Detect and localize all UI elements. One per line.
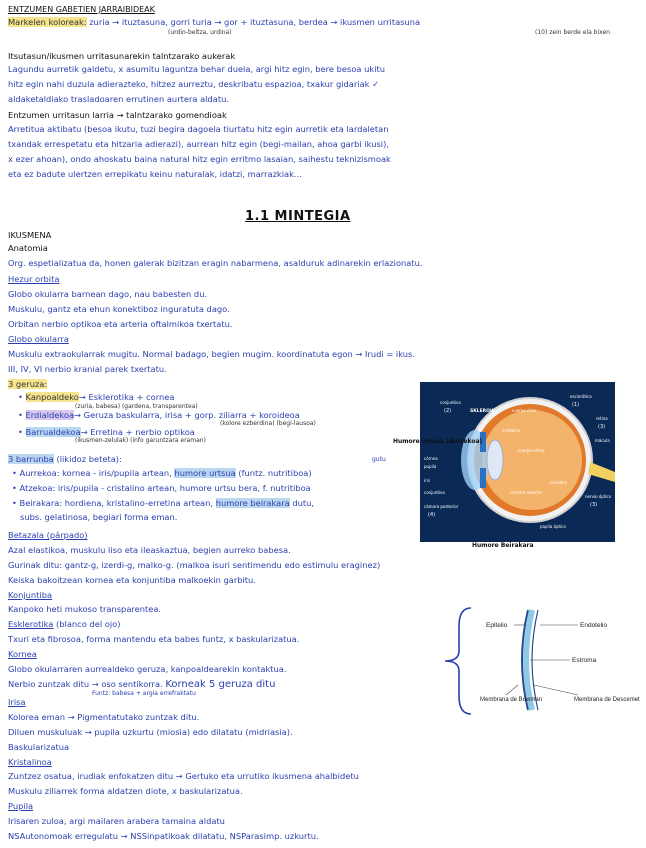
label-epitelio: Epitelio xyxy=(486,622,508,629)
handwritten-label-humore-beirakara: Humore Beirakara xyxy=(472,542,534,549)
label-n4: (4) xyxy=(428,512,436,518)
text-line: Muskulu ziliarrek forma aldatzen diote, x baskularizatua. xyxy=(8,786,243,796)
text-line: Org. espetializatua da, honen galerak bizitzan eragin nabarmena, asalduruk adinarekin erlazionatu. xyxy=(8,258,423,268)
text-line: Zuntzez osatua, irudiak enfokatzen ditu → Gertuko eta urrutiko ikusmena ahalbidetu xyxy=(8,771,359,781)
layer-outer: • Kanpoaldeko→ Esklerotika + cornea xyxy=(18,392,175,402)
subheading: Kristalinoa xyxy=(8,757,52,767)
intro-line: Arretitua aktibatu (besoa ikutu, tuzi begira dagoela tiurtatu hitz egin aurretik eta lardaletan xyxy=(8,124,389,134)
colors-label: Markelen koloreak: xyxy=(8,17,87,27)
text-line: Gurinak ditu: gantz-g, izerdi-g, malko-g. (malkoa isuri sentimendu edo estimulu eraginez) xyxy=(8,560,381,570)
subheading: Betazala (párpado) xyxy=(8,530,88,540)
subheading: Kornea xyxy=(8,649,37,659)
esklerotika-heading: Esklerotika (blanco del ojo) xyxy=(8,619,121,629)
label-coroides: coroides xyxy=(550,480,567,485)
text-line: Kolorea eman → Pigmentatutako zuntzak ditu. xyxy=(8,712,200,722)
chamber-anterior: • Aurrekoa: kornea - iris/pupila artean, humore urtsua (funtz. nutritiboa) xyxy=(12,468,312,478)
label-n3: (3) xyxy=(598,424,606,430)
subheading: Pupila xyxy=(8,801,34,811)
label-papila-optica: papila óptica xyxy=(540,524,566,529)
handwritten-label-humore-urtsua: Humore urtsua (Aurrekoa) xyxy=(393,438,483,445)
label-esclerotica: esclerótica xyxy=(570,394,592,399)
subheading: Hezur orbita xyxy=(8,274,60,284)
section-heading: IKUSMENA xyxy=(8,230,52,240)
cornea-function-note: Funtz: babesa + argia errefraktatu xyxy=(92,690,196,697)
intro-line: x ezer ahoan), ondo ahoskatu baina natural hitz egin erritmo lasaian, saihestu teknizismoak xyxy=(8,154,391,164)
text-line: subs. gelatinosa, begiari forma eman. xyxy=(20,512,178,522)
text-line: NSAutonomoak erregulatu → NSSinpatikoak dilatatu, NSParasimp. uzkurtu. xyxy=(8,831,319,841)
eye-anatomy-diagram xyxy=(420,382,615,542)
intro-heading: Itsutasun/ikusmen urritasunarekin talntzarako aukerak xyxy=(8,51,236,61)
chambers-heading: 3 barrunba (likidoz beteta): xyxy=(8,454,122,464)
label-estroma: Estroma xyxy=(572,657,597,664)
note-a: (urdin-beltza, urdina) xyxy=(168,29,232,36)
text-line: III, IV, VI nerbio kranial parek txertatu. xyxy=(8,364,167,374)
label-bowman: Membrana de Bowman xyxy=(480,697,543,703)
layer-inner: • Barrualdekoa→ Erretina + nerbio optikoa xyxy=(18,427,195,437)
label-cuerpo-vitreo: cuerpo vítreo xyxy=(518,448,545,453)
layer-inner-note: (ikusmen-zelulak) (info garuntzara eraman) xyxy=(75,437,206,444)
chamber-posterior: • Atzekoa: iris/pupila - cristalino artean, humore urtsu bera, f. nutritiboa xyxy=(12,483,311,493)
text-line: Muskulu, gantz eta ehun konektiboz inguratuta dago. xyxy=(8,304,230,314)
label-descemet: Membrana de Descemet xyxy=(574,697,640,703)
label-cuerpo-ciliar: cuerpo ciliar xyxy=(512,408,537,413)
text-line: Nerbio zuntzak ditu → oso sentikorra. Korneak 5 geruza ditu xyxy=(8,679,276,690)
text-line: Orbitan nerbio optikoa eta arteria oftalmikoa txertatu. xyxy=(8,319,233,329)
layer-middle: • Erdialdekoa→ Geruza baskularra, irisa + gorp. ziliarra + koroideoa xyxy=(18,410,300,420)
label-cornea: córnea xyxy=(424,456,438,461)
intro-line: eta ez badute ulertzen errepikatu keinu naturalak, idatzi, marrazkiak... xyxy=(8,169,302,179)
text-line: Baskularizatua xyxy=(8,742,70,752)
layers-heading: 3 geruza: xyxy=(8,379,48,389)
text-line: Kanpoko heti mukoso transparentea. xyxy=(8,604,162,614)
label-camara-anterior: cámara anterior xyxy=(510,490,543,495)
subheading: Irisa xyxy=(8,697,26,707)
text-line: Txuri eta fibrosoa, forma mantendu eta babes funtz, x baskularizatua. xyxy=(8,634,300,644)
label-endotelio: Endotelio xyxy=(580,622,608,629)
subheading: Konjuntiba xyxy=(8,590,53,600)
label-macula: mácula xyxy=(595,438,610,443)
subheading: Anatomia xyxy=(8,243,48,253)
label-n1: (1) xyxy=(572,402,580,408)
label-camara-posterior: cámara posterior xyxy=(424,504,459,509)
intro-line: txandak errespetatu eta hitzaria adierazi), aurrean hitz egin (begi-mailan, ahoa garbi ikusi), xyxy=(8,139,389,149)
intro-line: aldaketaldiako trasladoaren errutinen aurtera aldatu. xyxy=(8,94,229,104)
layer-middle-note: (kolore ezberdina) (begi-lausoa) xyxy=(220,420,316,427)
subheading: Globo okularra xyxy=(8,334,69,344)
text-line: Keiska bakoitzean kornea eta konjuntiba malkoekin garbitu. xyxy=(8,575,256,585)
text-line: Azal elastikoa, muskulu liso eta ileaskaztua, begien aurreko babesa. xyxy=(8,545,291,555)
intro-line: hitz egin nahi duzula adierazteko, hitzez aurreztu, deskribatu espazioa, txakur gidariak ✓ xyxy=(8,79,380,89)
label-nervio-optico: nervio óptico xyxy=(585,494,612,499)
label-iris: iris xyxy=(424,478,430,483)
intro-heading-2: Entzumen urritasun larria → talntzarako gomendioak xyxy=(8,110,227,120)
text-line: Globo okularraren aurrealdeko geruza, kanpoaldearekin kontaktua. xyxy=(8,664,287,674)
label-cristalino: cristalino xyxy=(502,428,521,433)
chamber-vitreous: • Beirakara: hordiena, kristalino-erretina artean, humore beirakara dutu, xyxy=(12,498,315,508)
label-n3-b: (3) xyxy=(590,502,598,508)
text-line: Muskulu extraokularrak mugitu. Normal badago, begien mugim. koordinatuta egon → Irudi = ikus. xyxy=(8,349,415,359)
layer-outer-note: (zuria, babesa) (gardena, transparentea) xyxy=(75,403,198,410)
chambers-side-note: gutu xyxy=(372,456,386,463)
text-line: Irisaren zuloa, argi mailaren arabera tamaina aldatu xyxy=(8,816,225,826)
intro-line: Lagundu aurretik galdetu, x asumitu laguntza behar duela, argi hitz egin, bere besoa ukitu xyxy=(8,64,386,74)
iris-lower xyxy=(480,468,486,488)
label-hw1: SKLEROIK xyxy=(470,409,496,414)
header-title: ENTZUMEN GABETIEN JARRAIBIDEAK xyxy=(8,5,155,14)
cornea-layers-diagram xyxy=(478,605,640,715)
note-b: (10) zein berde ela bixen xyxy=(535,29,610,36)
lens-shape xyxy=(487,440,503,480)
label-conjuntiva-2: conjuntiva xyxy=(424,490,445,495)
page-title: 1.1 MINTEGIA xyxy=(245,209,351,224)
label-conjuntiva: conjuntiva xyxy=(440,400,461,405)
header-colors-line xyxy=(8,17,420,28)
label-retina: retina xyxy=(596,416,608,421)
colors-text: zuria → ituztasuna, gorri turia → gor + ituztasuna, berdea → ikusmen urritasuna xyxy=(86,17,421,27)
label-pupila: pupila xyxy=(424,464,437,469)
text-line: Globo okularra barnean dago, nau babesten du. xyxy=(8,289,208,299)
text-line: Diluen muskuluak → pupila uzkurtu (miosia) edo dilatatu (midriasia). xyxy=(8,727,293,737)
brace-shape xyxy=(435,606,475,716)
label-n2: (2) xyxy=(444,408,452,414)
